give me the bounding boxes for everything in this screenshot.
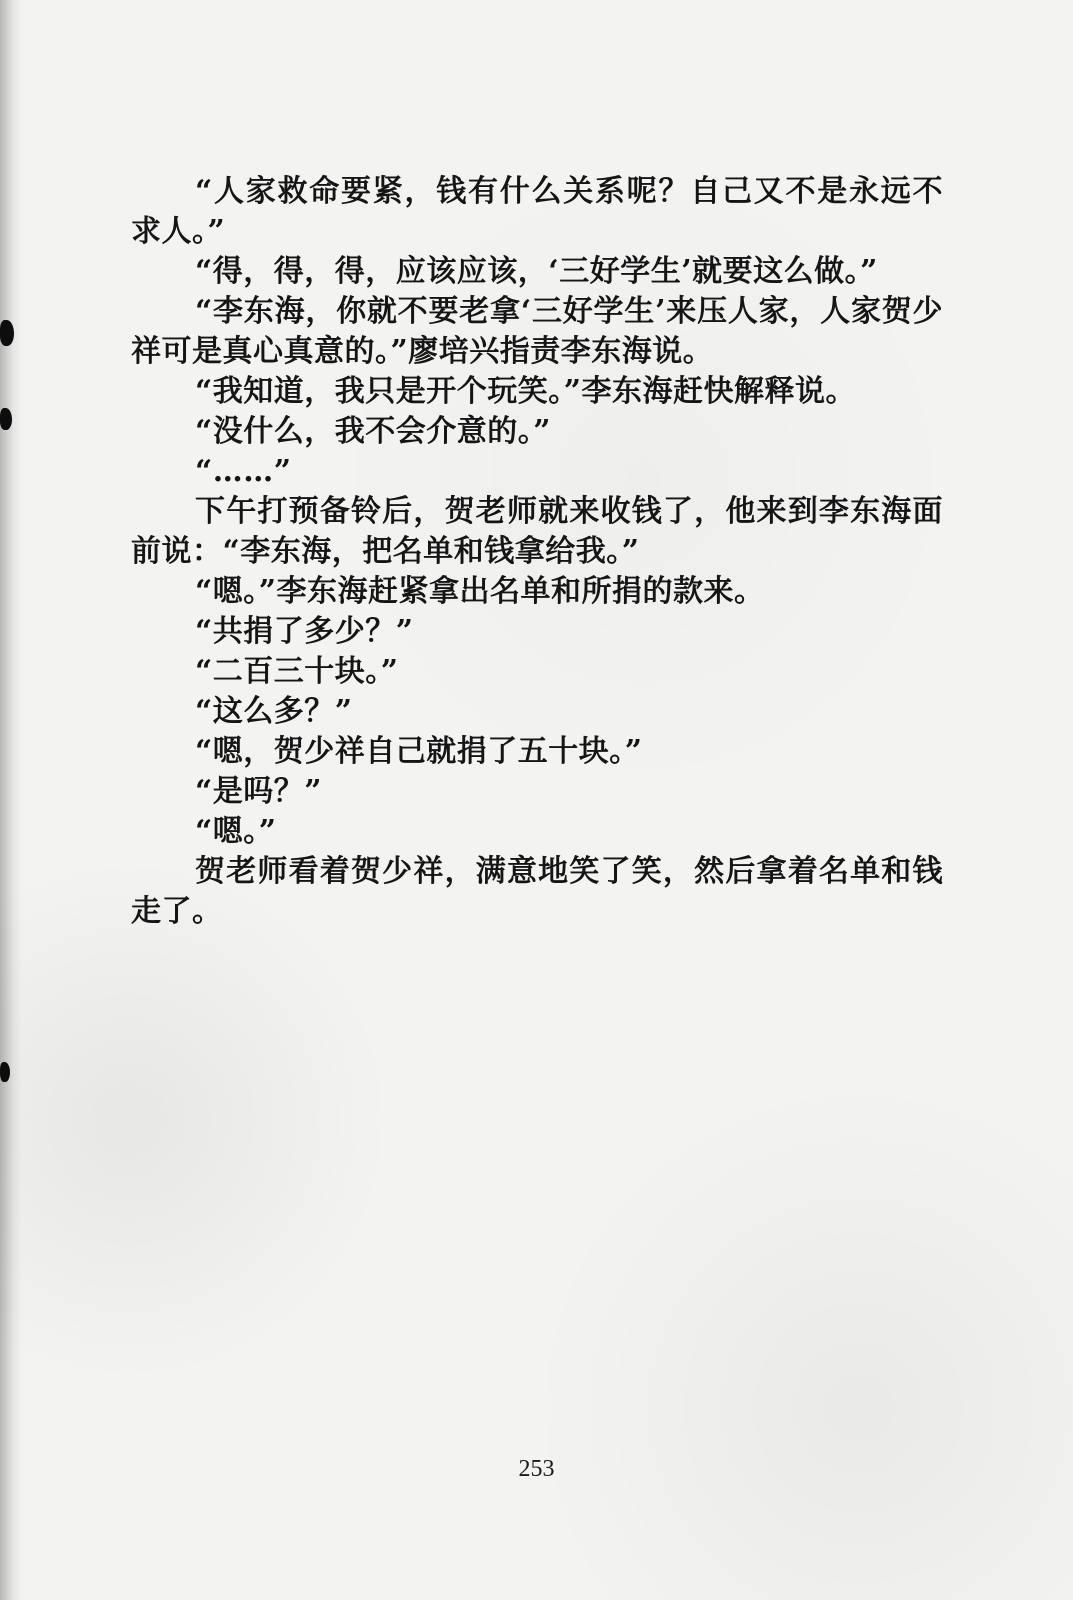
scan-left-edge-shadow — [0, 0, 22, 1600]
paragraph: “嗯。” — [195, 814, 277, 849]
paragraph: “没什么，我不会介意的。” — [195, 414, 552, 449]
paragraph: “我知道，我只是开个玩笑。”李东海赶快解释说。 — [195, 374, 857, 409]
scan-ink-blot — [0, 408, 12, 430]
paragraph: “共捐了多少？” — [195, 614, 414, 649]
paragraph: 下午打预备铃后，贺老师就来收钱了，他来到李东海面前说：“李东海，把名单和钱拿给我。” — [131, 494, 943, 569]
paragraph: “是吗？” — [195, 774, 323, 809]
scan-ink-blot — [0, 1062, 10, 1082]
paragraph: 贺老师看着贺少祥，满意地笑了笑，然后拿着名单和钱走了。 — [131, 854, 943, 929]
paragraph: “嗯。”李东海赶紧拿出名单和所捐的款来。 — [195, 574, 765, 609]
paragraph: “李东海，你就不要老拿‘三好学生’来压人家，人家贺少祥可是真心真意的。”廖培兴指责李东海说。 — [131, 294, 943, 369]
paragraph: “得，得，得，应该应该，‘三好学生’就要这么做。” — [195, 254, 878, 289]
body-text — [131, 172, 943, 932]
paragraph: “……” — [195, 454, 292, 489]
page-number: 253 — [518, 1456, 555, 1482]
scan-ink-blot — [0, 320, 14, 346]
paragraph: “二百三十块。” — [195, 654, 399, 689]
paragraph: “这么多？” — [195, 694, 353, 729]
paragraph: “人家救命要紧，钱有什么关系呢？自己又不是永远不求人。” — [131, 174, 943, 249]
paragraph: “嗯，贺少祥自己就捐了五十块。” — [195, 734, 643, 769]
